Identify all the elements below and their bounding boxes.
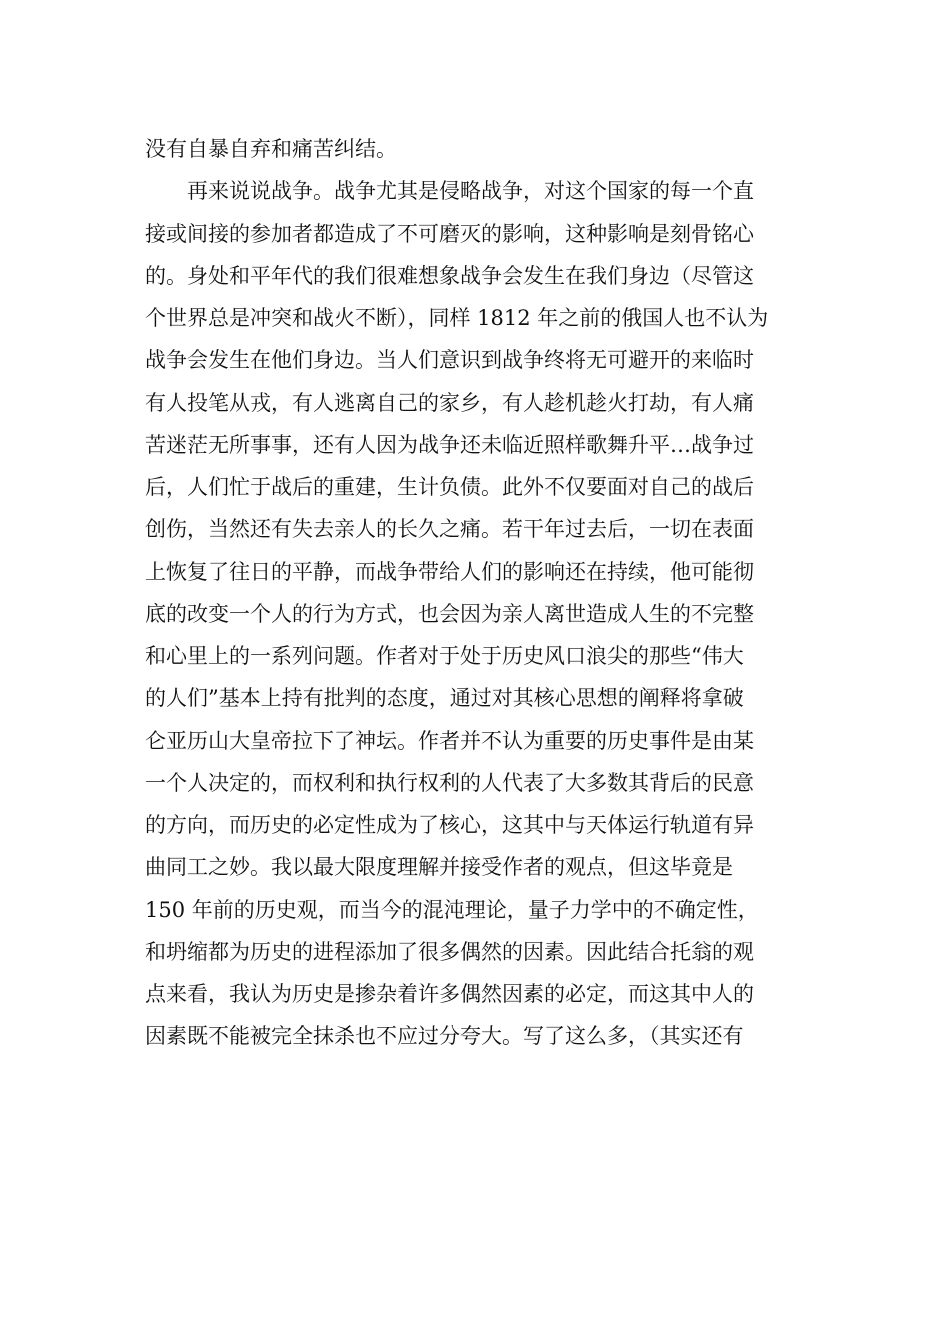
text-line: 上恢复了往日的平静，而战争带给人们的影响还在持续，他可能彻 (145, 559, 754, 584)
text-line: 苦迷茫无所事事，还有人因为战争还未临近照样歌舞升平…战争过 (145, 432, 754, 457)
text-line: 的。身处和平年代的我们很难想象战争会发生在我们身边（尽管这 (145, 263, 754, 288)
text-line: 一个人决定的，而权利和执行权利的人代表了大多数其背后的民意 (145, 770, 754, 795)
text-line: 150 年前的历史观，而当今的混沌理论，量子力学中的不确定性， (145, 897, 759, 922)
text-line: 和心里上的一系列问题。作者对于处于历史风口浪尖的那些“伟大 (145, 644, 744, 668)
text-line: 仑亚历山大皇帝拉下了神坛。作者并不认为重要的历史事件是由某 (145, 728, 754, 753)
text-line: 的方向，而历史的必定性成为了核心，这其中与天体运行轨道有异 (145, 813, 754, 837)
text-line: 有人投笔从戎，有人逃离自己的家乡，有人趁机趁火打劫，有人痛 (145, 390, 754, 415)
text-line: 创伤，当然还有失去亲人的长久之痛。若干年过去后，一切在表面 (145, 517, 754, 542)
body-text (145, 128, 815, 1058)
text-line: 没有自暴自弃和痛苦纠结。 (145, 137, 397, 161)
text-line: 个世界总是冲突和战火不断），同样 1812 年之前的俄国人也不认为 (145, 306, 769, 330)
text-line: 因素既不能被完全抹杀也不应过分夸大。写了这么多，（其实还有 (145, 1024, 744, 1049)
text-line: 后，人们忙于战后的重建，生计负债。此外不仅要面对自己的战后 (145, 475, 754, 499)
paragraph-first-line: 再来说说战争。战争尤其是侵略战争，对这个国家的每一个直 (187, 179, 754, 204)
text-line: 接或间接的参加者都造成了不可磨灭的影响，这种影响是刻骨铭心 (145, 221, 754, 246)
text-line: 底的改变一个人的行为方式，也会因为亲人离世造成人生的不完整 (145, 601, 754, 626)
text-line: 点来看，我认为历史是掺杂着许多偶然因素的必定，而这其中人的 (145, 982, 754, 1006)
text-line: 曲同工之妙。我以最大限度理解并接受作者的观点，但这毕竟是 (145, 855, 733, 880)
text-line: 战争会发生在他们身边。当人们意识到战争终将无可避开的来临时 (145, 348, 754, 373)
text-line: 的人们”基本上持有批判的态度，通过对其核心思想的阐释将拿破 (145, 686, 744, 711)
text-line: 和坍缩都为历史的进程添加了很多偶然的因素。因此结合托翁的观 (145, 939, 754, 964)
